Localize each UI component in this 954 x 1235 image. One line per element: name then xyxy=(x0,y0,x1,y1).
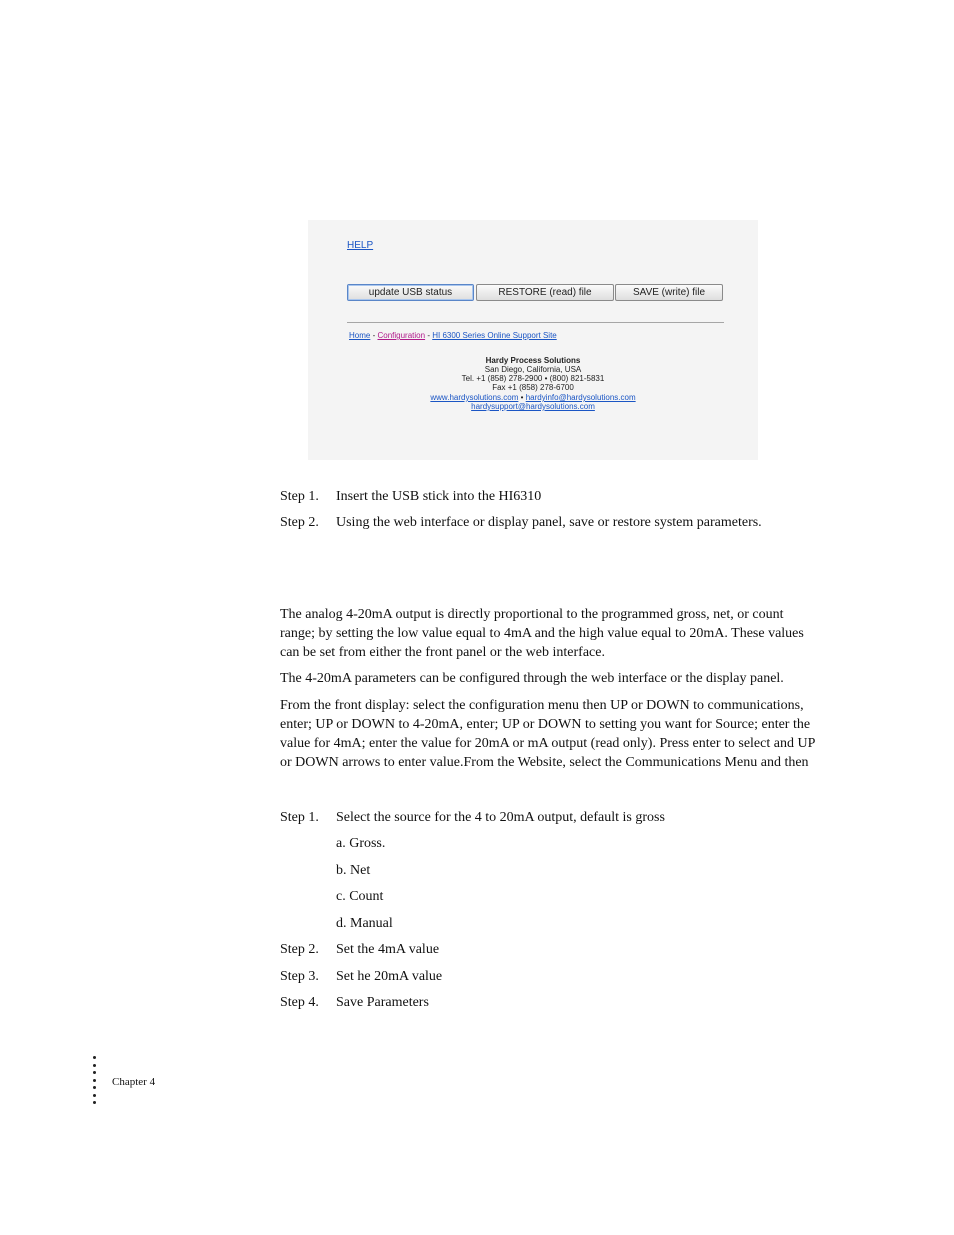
update-usb-status-button[interactable]: update USB status xyxy=(347,284,474,301)
step-text: Using the web interface or display panel, save or restore system parameters. xyxy=(336,515,762,530)
company-fax: Fax +1 (858) 278-6700 xyxy=(492,383,574,392)
step-label: Step 2. xyxy=(280,942,319,957)
link-bullet: • xyxy=(520,393,524,402)
step-text: Set the 4mA value xyxy=(336,942,440,957)
company-name: Hardy Process Solutions xyxy=(485,356,581,365)
usb-step-2 xyxy=(280,513,762,532)
usb-step-1 xyxy=(280,487,541,506)
support-email-link[interactable]: hardysupport@hardysolutions.com xyxy=(471,402,595,411)
analog-step-2 xyxy=(280,940,439,959)
support-site-link[interactable]: HI 6300 Series Online Support Site xyxy=(432,331,557,340)
save-file-button[interactable]: SAVE (write) file xyxy=(615,284,723,301)
analog-step-3 xyxy=(280,967,442,986)
step-label: Step 1. xyxy=(280,489,319,504)
source-option-net: b. Net xyxy=(336,863,371,878)
step-label: Step 2. xyxy=(280,515,319,530)
home-link[interactable]: Home xyxy=(349,331,371,340)
company-location: San Diego, California, USA xyxy=(484,365,582,374)
paragraph-front-display: From the front display: select the configuration menu then UP or DOWN to communications, enter; UP or DOWN to 4-20mA, enter; UP or DOWN to setting you want for Source; enter the value for 4mA; enter the value for 20mA or mA output (read only). Press enter to select and UP or DOWN arrows to enter value.From the Website, select the Communications Menu and then xyxy=(280,698,815,770)
step-label: Step 3. xyxy=(280,969,319,984)
footer-dots xyxy=(92,1056,98,1109)
source-option-count: c. Count xyxy=(336,889,384,904)
step-label: Step 4. xyxy=(280,995,319,1010)
step-text: Set he 20mA value xyxy=(336,969,443,984)
breadcrumb xyxy=(349,331,557,340)
analog-step-1 xyxy=(280,808,665,827)
configuration-link[interactable]: Configuration xyxy=(377,331,426,340)
company-support xyxy=(308,402,758,412)
divider xyxy=(347,322,724,323)
usb-screenshot xyxy=(308,220,758,460)
help-link[interactable]: HELP xyxy=(347,240,374,251)
paragraph-analog-intro: The analog 4-20mA output is directly proportional to the programmed gross, net, or count range; by setting the low value equal to 4mA and the high value equal to 20mA. These values can be set from either the front panel or the web interface. xyxy=(280,607,804,660)
step-label: Step 1. xyxy=(280,810,319,825)
step-text: Select the source for the 4 to 20mA output, default is gross xyxy=(336,810,665,825)
nav-separator: - xyxy=(427,331,430,340)
company-tel: Tel. +1 (858) 278-2900 • (800) 821-5831 xyxy=(461,374,605,383)
nav-separator: - xyxy=(372,331,376,340)
footer-chapter: Chapter 4 xyxy=(112,1076,156,1088)
analog-step-4 xyxy=(280,993,429,1012)
step-text: Insert the USB stick into the HI6310 xyxy=(336,489,542,504)
paragraph-config-methods: The 4-20mA parameters can be configured through the web interface or the display panel. xyxy=(280,671,784,686)
source-option-manual: d. Manual xyxy=(336,916,393,931)
info-email-link[interactable]: hardyinfo@hardysolutions.com xyxy=(525,393,636,402)
restore-file-button[interactable]: RESTORE (read) file xyxy=(476,284,614,301)
step-text: Save Parameters xyxy=(336,995,429,1010)
website-link[interactable]: www.hardysolutions.com xyxy=(430,393,519,402)
source-option-gross: a. Gross. xyxy=(336,836,386,851)
